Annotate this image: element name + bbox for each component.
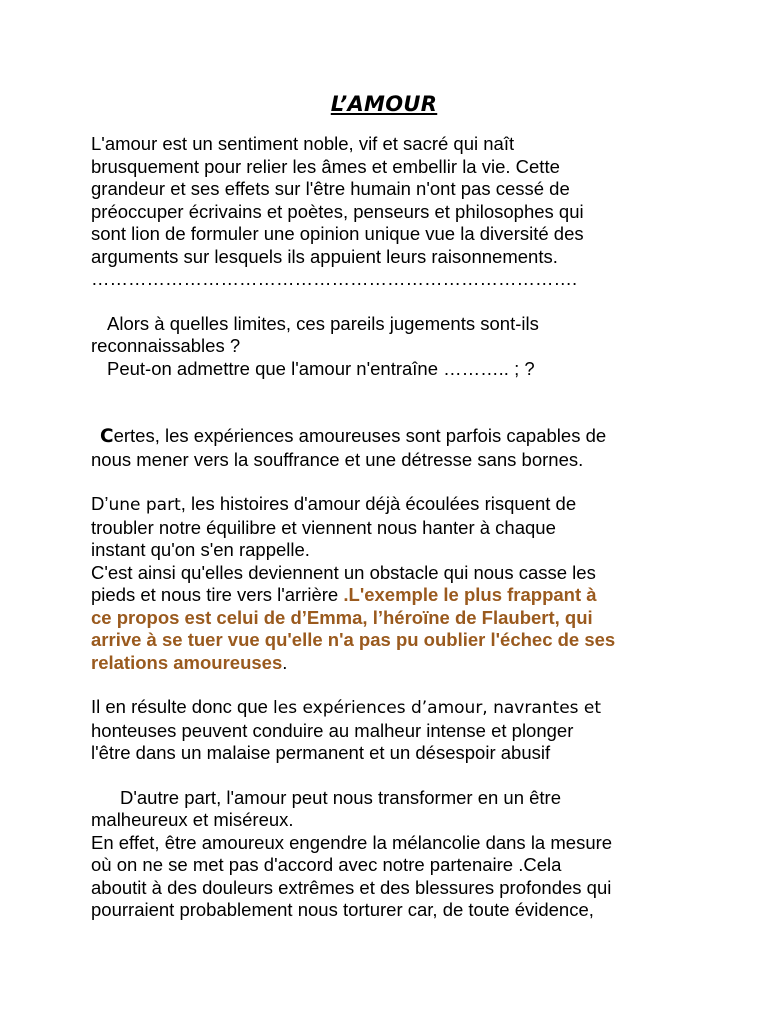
text-line: L'amour est un sentiment noble, vif et sacré qui naît (91, 133, 515, 154)
text-line: C'est ainsi qu'elles deviennent un obstacle qui nous casse les (91, 561, 596, 583)
dotted-placeholder-line: ……………………………………………………………………. (91, 268, 578, 289)
text-line: En effet, être amoureux engendre la mélancolie dans la mesure (91, 831, 613, 853)
text-line: malheureux et miséreux. (91, 809, 294, 830)
paragraph-intro (91, 133, 691, 291)
highlighted-example: ce propos est celui de d’Emma, l’héroïne de Flaubert, qui (91, 606, 593, 628)
document-body (91, 133, 691, 922)
text-line: où on ne se met pas d'accord avec notre partenaire .Cela (91, 854, 562, 875)
text-line: arguments sur lesquels ils appuient leurs raisonnements. (91, 245, 558, 267)
page-title: L’AMOUR (330, 92, 438, 116)
text-span: pieds et nous tire vers l'arrière (91, 584, 344, 605)
text-line: grandeur et ses effets sur l'être humain n'ont pas cessé de (91, 178, 570, 199)
text-line: D'autre part, l'amour peut nous transformer en un être (120, 786, 562, 808)
text-line: Alors à quelles limites, ces pareils jugements sont-ils (107, 312, 539, 334)
initial-letter: C (100, 426, 114, 447)
text-line (91, 584, 691, 607)
text-line: aboutit à des douleurs extrêmes et des blessures profondes qui (91, 876, 612, 898)
text-line: préoccuper écrivains et poètes, penseurs et philosophes qui (91, 200, 584, 222)
paragraph-first-part (91, 493, 691, 674)
text-line: instant qu'on s'en rappelle. (91, 539, 310, 560)
emphasis-span: une part (108, 495, 181, 515)
text-line (91, 696, 691, 720)
text-span: , les histoires d'amour déjà écoulées risquent de (180, 493, 577, 514)
paragraph-second-part (91, 787, 691, 922)
text-span: Il en résulte donc que (91, 696, 274, 717)
text-line: reconnaissables ? (91, 335, 241, 356)
text-line: troubler notre équilibre et viennent nous hanter à chaque (91, 516, 556, 538)
text-line: l'être dans un malaise permanent et un désespoir abusif (91, 742, 551, 763)
text-line (91, 493, 691, 517)
highlighted-example: .L'exemple le plus frappant à (343, 584, 597, 605)
highlighted-example: relations amoureuses (91, 651, 283, 673)
paragraph-problematic (91, 313, 691, 381)
text-line: honteuses peuvent conduire au malheur intense et plonger (91, 719, 574, 741)
text-line (91, 652, 691, 675)
text-span: . (282, 651, 288, 673)
text-span: D’ (91, 493, 109, 514)
text-line: sont lion de formuler une opinion unique vue la diversité des (91, 223, 584, 244)
paragraph-certes (91, 425, 691, 471)
highlighted-example: arrive à se tuer vue qu'elle n'a pas pu oublier l'échec de ses (91, 629, 616, 650)
text-line: Peut-on admettre que l'amour n'entraîne ……….. ; ? (107, 357, 535, 379)
text-span: ertes, les expériences amoureuses sont parfois capables de (113, 425, 607, 446)
text-line: pourraient probablement nous torturer car, de toute évidence, (91, 899, 594, 920)
text-line (91, 425, 691, 449)
paragraph-result (91, 696, 691, 765)
text-line: nous mener vers la souffrance et une détresse sans bornes. (91, 448, 584, 470)
emphasis-span: les expériences d’amour, navrantes et (273, 698, 602, 718)
text-line: brusquement pour relier les âmes et embellir la vie. Cette (91, 155, 560, 177)
